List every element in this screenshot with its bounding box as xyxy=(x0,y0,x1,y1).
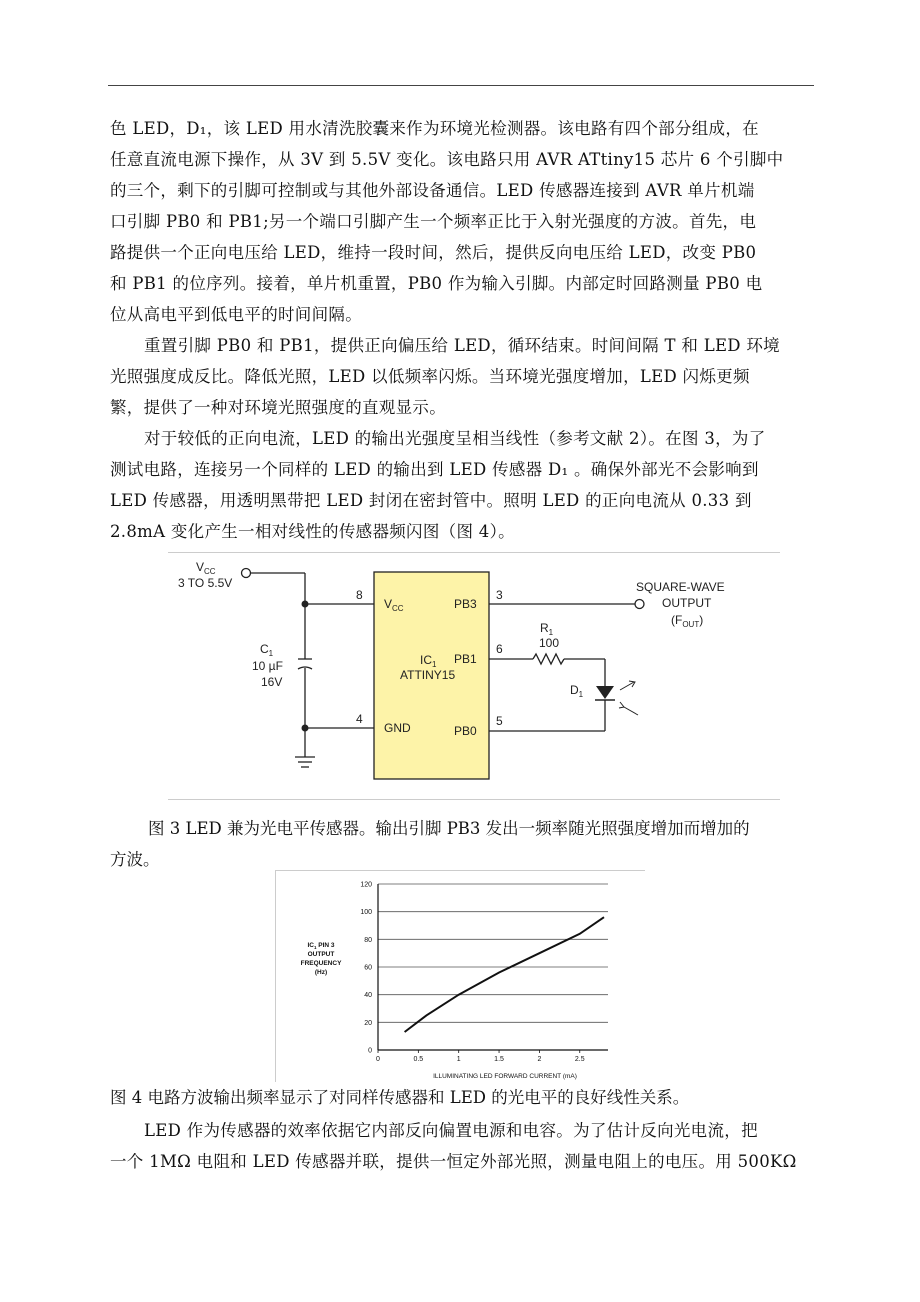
x-tick-label: 1.5 xyxy=(494,1056,504,1063)
chip-pb3-label: PB3 xyxy=(454,597,477,611)
y-tick-label: 60 xyxy=(364,964,372,972)
ic-name: ATTINY15 xyxy=(400,668,456,682)
paragraph-1 xyxy=(110,113,812,330)
text-line: 色 LED，D₁，该 LED 用水清洗胶囊来作为环境光检测器。该电路有四个部分组成，在 xyxy=(110,119,759,138)
svg-text:R1 xyxy=(540,621,554,637)
x-tick-label: 0 xyxy=(376,1056,380,1063)
y-tick-label: 100 xyxy=(360,909,372,917)
d1-sub: 1 xyxy=(578,690,584,699)
r1-value: 100 xyxy=(539,636,560,650)
text-line: 测试电路，连接另一个同样的 LED 的输出到 LED 传感器 D₁ 。确保外部光不会影响到 xyxy=(110,460,759,479)
svg-text:C1 xyxy=(260,642,274,658)
x-tick-label: 2.5 xyxy=(574,1056,585,1063)
pin-5-label: 5 xyxy=(496,714,503,728)
c1-voltage: 16V xyxy=(261,675,283,689)
x-tick-label: 2 xyxy=(537,1056,542,1063)
text-line: 重置引脚 PB0 和 PB1，提供正向偏压给 LED，循环结束。时间间隔 T 和 LED 环境 xyxy=(144,336,780,355)
pin-6-label: 6 xyxy=(496,642,503,656)
output-label-1: SQUARE-WAVE xyxy=(636,580,725,594)
y-axis-label: (Hz) xyxy=(314,969,328,976)
vcc-terminal xyxy=(242,569,251,578)
vcc-range-label: 3 TO 5.5V xyxy=(178,576,233,590)
caption-line: 图 3 LED 兼为光电平传感器。输出引脚 PB3 发出一频率随光照强度增加而增加的 xyxy=(148,819,750,838)
text-line: 2.8mA 变化产生一相对线性的传感器频闪图（图 4）。 xyxy=(110,522,515,541)
chip-pb1-label: PB1 xyxy=(454,652,477,666)
text-line: 光照强度成反比。降低光照，LED 以低频率闪烁。当环境光强度增加，LED 闪烁更频 xyxy=(110,367,750,386)
text-line: 和 PB1 的位序列。接着，单片机重置，PB0 作为输入引脚。内部定时回路测量 PB0 电 xyxy=(110,274,763,293)
d1-label: D xyxy=(570,683,579,697)
output-sub: OUT xyxy=(682,620,700,629)
r1-label: R xyxy=(540,621,549,635)
output-label-2: OUTPUT xyxy=(662,596,712,610)
header-rule xyxy=(108,85,814,86)
r1-sub: 1 xyxy=(548,628,554,637)
caption-line: 图 4 电路方波输出频率显示了对同样传感器和 LED 的光电平的良好线性关系。 xyxy=(110,1088,690,1107)
output-close: ) xyxy=(699,613,704,627)
ic-sub: 1 xyxy=(432,660,437,669)
pin-8-label: 8 xyxy=(356,588,363,602)
text-line: 口引脚 PB0 和 PB1;另一个端口引脚产生一个频率正比于入射光强度的方波。首先，电 xyxy=(110,212,757,231)
ic-label: IC xyxy=(420,653,432,667)
junction-dot xyxy=(302,725,309,732)
text-line: 位从高电平到低电平的时间间隔。 xyxy=(110,305,362,324)
c1-label: C xyxy=(260,642,269,656)
led-d1 xyxy=(596,686,614,699)
y-tick-label: 120 xyxy=(360,881,372,889)
chip-vcc-sub: CC xyxy=(392,604,404,613)
resistor-r1 xyxy=(533,654,564,664)
circuit-figure xyxy=(168,552,780,800)
output-label-3: (F xyxy=(671,613,683,627)
light-arrow xyxy=(624,707,638,715)
text-line: LED 作为传感器的效率依据它内部反向偏置电源和电容。为了估计反向光电流，把 xyxy=(144,1121,758,1140)
text-line: 路提供一个正向电压给 LED，维持一段时间，然后，提供反向电压给 LED，改变 PB0 xyxy=(110,243,757,262)
svg-text:(FOUT) xyxy=(671,613,703,629)
text-line: 繁，提供了一种对环境光照强度的直观显示。 xyxy=(110,398,446,417)
junction-dot xyxy=(302,601,309,608)
figure-4-caption xyxy=(110,1082,812,1113)
frequency-chart xyxy=(275,870,645,1082)
y-tick-label: 40 xyxy=(364,992,372,1000)
y-tick-label: 0 xyxy=(368,1047,372,1055)
c1-value: 10 µF xyxy=(252,659,283,673)
paragraph-3 xyxy=(110,423,812,547)
y-axis-label: $IC_1$ PIN 3 xyxy=(307,942,335,950)
x-tick-label: 1 xyxy=(456,1056,461,1063)
pin-3-label: 3 xyxy=(496,588,503,602)
frequency-chart-figure xyxy=(275,870,645,1082)
paragraph-4 xyxy=(110,1115,812,1177)
pin-4-label: 4 xyxy=(356,712,363,726)
text-line: 的三个，剩下的引脚可控制或与其他外部设备通信。LED 传感器连接到 AVR 单片机端 xyxy=(110,181,755,200)
caption-line: 方波。 xyxy=(110,850,160,869)
paragraph-2 xyxy=(110,330,812,423)
circuit-diagram xyxy=(168,552,780,800)
y-tick-label: 80 xyxy=(364,936,372,944)
text-line: LED 传感器，用透明黑带把 LED 封闭在密封管中。照明 LED 的正向电流从 0.33 到 xyxy=(110,491,752,510)
chip-gnd-label: GND xyxy=(384,721,411,735)
text-line: 任意直流电源下操作，从 3V 到 5.5V 变化。该电路只用 AVR ATtiny15 芯片 6 个引脚中 xyxy=(110,150,784,169)
output-terminal xyxy=(635,600,644,609)
x-axis-label: ILLUMINATING LED FORWARD CURRENT (mA) xyxy=(433,1073,577,1080)
chip-pb0-label: PB0 xyxy=(454,724,477,738)
vcc-label: V xyxy=(196,560,205,574)
text-line: 对于较低的正向电流，LED 的输出光强度呈相当线性（参考文献 2）。在图 3，为了 xyxy=(144,429,766,448)
y-axis-label: FREQUENCY xyxy=(300,960,342,967)
y-tick-label: 20 xyxy=(364,1019,372,1027)
svg-text:D1 xyxy=(570,683,584,699)
figure-3-caption xyxy=(110,813,812,875)
series-line xyxy=(405,917,604,1032)
svg-text:VCC xyxy=(196,560,216,576)
c1-sub: 1 xyxy=(268,649,274,658)
x-tick-label: 0.5 xyxy=(413,1056,424,1063)
vcc-sub: CC xyxy=(204,567,216,576)
text-line: 一个 1MΩ 电阻和 LED 传感器并联，提供一恒定外部光照，测量电阻上的电压。用 500KΩ xyxy=(110,1152,797,1171)
y-axis-label: OUTPUT xyxy=(307,951,335,958)
light-arrow xyxy=(620,682,634,690)
chip-vcc-label: V xyxy=(384,597,393,611)
